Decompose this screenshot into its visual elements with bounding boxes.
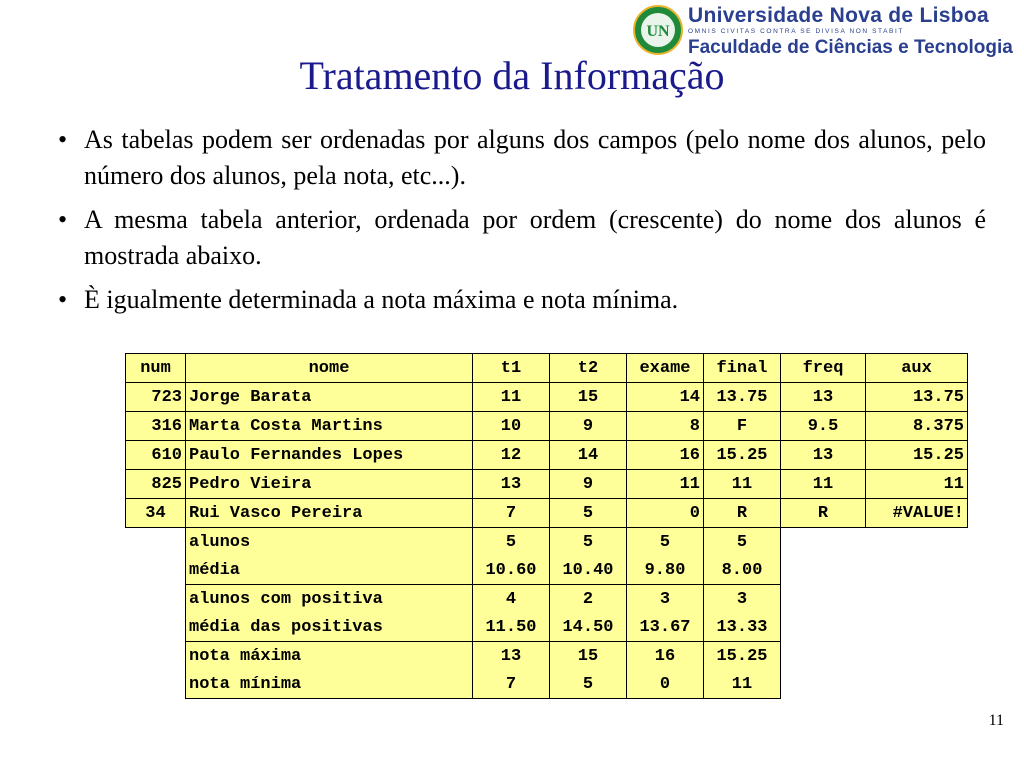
stat-exame: 3 (627, 585, 704, 614)
page-number: 11 (988, 712, 1004, 729)
stat-final: 5 (704, 528, 781, 557)
cell-exame: 11 (627, 470, 704, 499)
header-cell: t2 (550, 354, 627, 383)
stat-label: média das positivas (186, 613, 473, 642)
cell-t2: 9 (550, 412, 627, 441)
cell-freq: R (781, 499, 866, 528)
bullet-icon: • (58, 125, 68, 154)
bullet-icon: • (58, 205, 68, 234)
stat-t2: 10.40 (550, 556, 627, 585)
stat-label: média (186, 556, 473, 585)
cell-t1: 7 (473, 499, 550, 528)
stat-t1: 11.50 (473, 613, 550, 642)
stat-exame: 9.80 (627, 556, 704, 585)
faculty-name: Faculdade de Ciências e Tecnologia (688, 37, 1013, 58)
stat-exame: 5 (627, 528, 704, 557)
stats-row (126, 556, 968, 585)
stat-t2: 5 (550, 528, 627, 557)
stat-final: 11 (704, 670, 781, 699)
cell-final: R (704, 499, 781, 528)
cell-freq: 13 (781, 383, 866, 412)
bullet-item (50, 282, 986, 318)
cell-exame: 8 (627, 412, 704, 441)
stat-t1: 5 (473, 528, 550, 557)
header-cell: nome (186, 354, 473, 383)
stats-row (126, 613, 968, 642)
cell-t1: 13 (473, 470, 550, 499)
stat-t1: 13 (473, 642, 550, 671)
stat-final: 13.33 (704, 613, 781, 642)
stat-t1: 10.60 (473, 556, 550, 585)
cell-nome: Pedro Vieira (186, 470, 473, 499)
bullet-list (50, 122, 986, 326)
cell-final: 15.25 (704, 441, 781, 470)
emblem-text: UN (646, 23, 670, 40)
header-cell: aux (866, 354, 968, 383)
stat-label: alunos (186, 528, 473, 557)
stat-t1: 4 (473, 585, 550, 614)
cell-freq: 9.5 (781, 412, 866, 441)
cell-aux: 13.75 (866, 383, 968, 412)
cell-t1: 11 (473, 383, 550, 412)
stat-t2: 15 (550, 642, 627, 671)
stat-label: nota máxima (186, 642, 473, 671)
stat-label: alunos com positiva (186, 585, 473, 614)
header-cell: exame (627, 354, 704, 383)
header-cell: t1 (473, 354, 550, 383)
cell-exame: 14 (627, 383, 704, 412)
bullet-item (50, 202, 986, 274)
table-row (126, 412, 968, 441)
cell-num: 610 (126, 441, 186, 470)
cell-t2: 5 (550, 499, 627, 528)
cell-nome: Jorge Barata (186, 383, 473, 412)
university-motto: OMNIS CIVITAS CONTRA SE DIVISA NON STABIT (688, 28, 904, 35)
slide-title: Tratamento da Informação (299, 53, 725, 98)
cell-t2: 9 (550, 470, 627, 499)
cell-t1: 10 (473, 412, 550, 441)
cell-final: 11 (704, 470, 781, 499)
bullet-text: A mesma tabela anterior, ordenada por ordem (crescente) do nome dos alunos é mostrada abaixo. (84, 205, 986, 270)
header-cell: freq (781, 354, 866, 383)
cell-nome: Rui Vasco Pereira (186, 499, 473, 528)
table-row (126, 441, 968, 470)
cell-aux: 15.25 (866, 441, 968, 470)
stat-exame: 16 (627, 642, 704, 671)
cell-final: F (704, 412, 781, 441)
university-emblem-icon (632, 4, 684, 56)
cell-num: 316 (126, 412, 186, 441)
cell-exame: 0 (627, 499, 704, 528)
table-row (126, 470, 968, 499)
header-cell: num (126, 354, 186, 383)
table-header-row (126, 354, 968, 383)
table-row (126, 383, 968, 412)
stat-t2: 2 (550, 585, 627, 614)
cell-nome: Paulo Fernandes Lopes (186, 441, 473, 470)
cell-freq: 11 (781, 470, 866, 499)
cell-aux: 11 (866, 470, 968, 499)
cell-nome: Marta Costa Martins (186, 412, 473, 441)
bullet-icon: • (58, 285, 68, 314)
stat-label: nota mínima (186, 670, 473, 699)
stats-row (126, 585, 968, 614)
stat-t1: 7 (473, 670, 550, 699)
university-name: Universidade Nova de Lisboa (688, 4, 990, 27)
stat-t2: 14.50 (550, 613, 627, 642)
stats-row (126, 642, 968, 671)
stat-exame: 0 (627, 670, 704, 699)
grades-table (125, 353, 968, 699)
cell-aux: 8.375 (866, 412, 968, 441)
cell-freq: 13 (781, 441, 866, 470)
cell-num: 723 (126, 383, 186, 412)
stat-final: 15.25 (704, 642, 781, 671)
stat-t2: 5 (550, 670, 627, 699)
table-row (126, 499, 968, 528)
bullet-item (50, 122, 986, 194)
stat-final: 3 (704, 585, 781, 614)
cell-t2: 15 (550, 383, 627, 412)
stats-row (126, 528, 968, 557)
header-cell: final (704, 354, 781, 383)
cell-num: 825 (126, 470, 186, 499)
stat-exame: 13.67 (627, 613, 704, 642)
bullet-text: È igualmente determinada a nota máxima e nota mínima. (84, 285, 679, 314)
cell-t2: 14 (550, 441, 627, 470)
cell-exame: 16 (627, 441, 704, 470)
cell-num: 34 (126, 499, 186, 528)
cell-t1: 12 (473, 441, 550, 470)
stat-final: 8.00 (704, 556, 781, 585)
bullet-text: As tabelas podem ser ordenadas por alguns dos campos (pelo nome dos alunos, pelo número dos alunos, pela nota, etc...). (84, 125, 986, 190)
stats-row (126, 670, 968, 699)
cell-aux: #VALUE! (866, 499, 968, 528)
cell-final: 13.75 (704, 383, 781, 412)
